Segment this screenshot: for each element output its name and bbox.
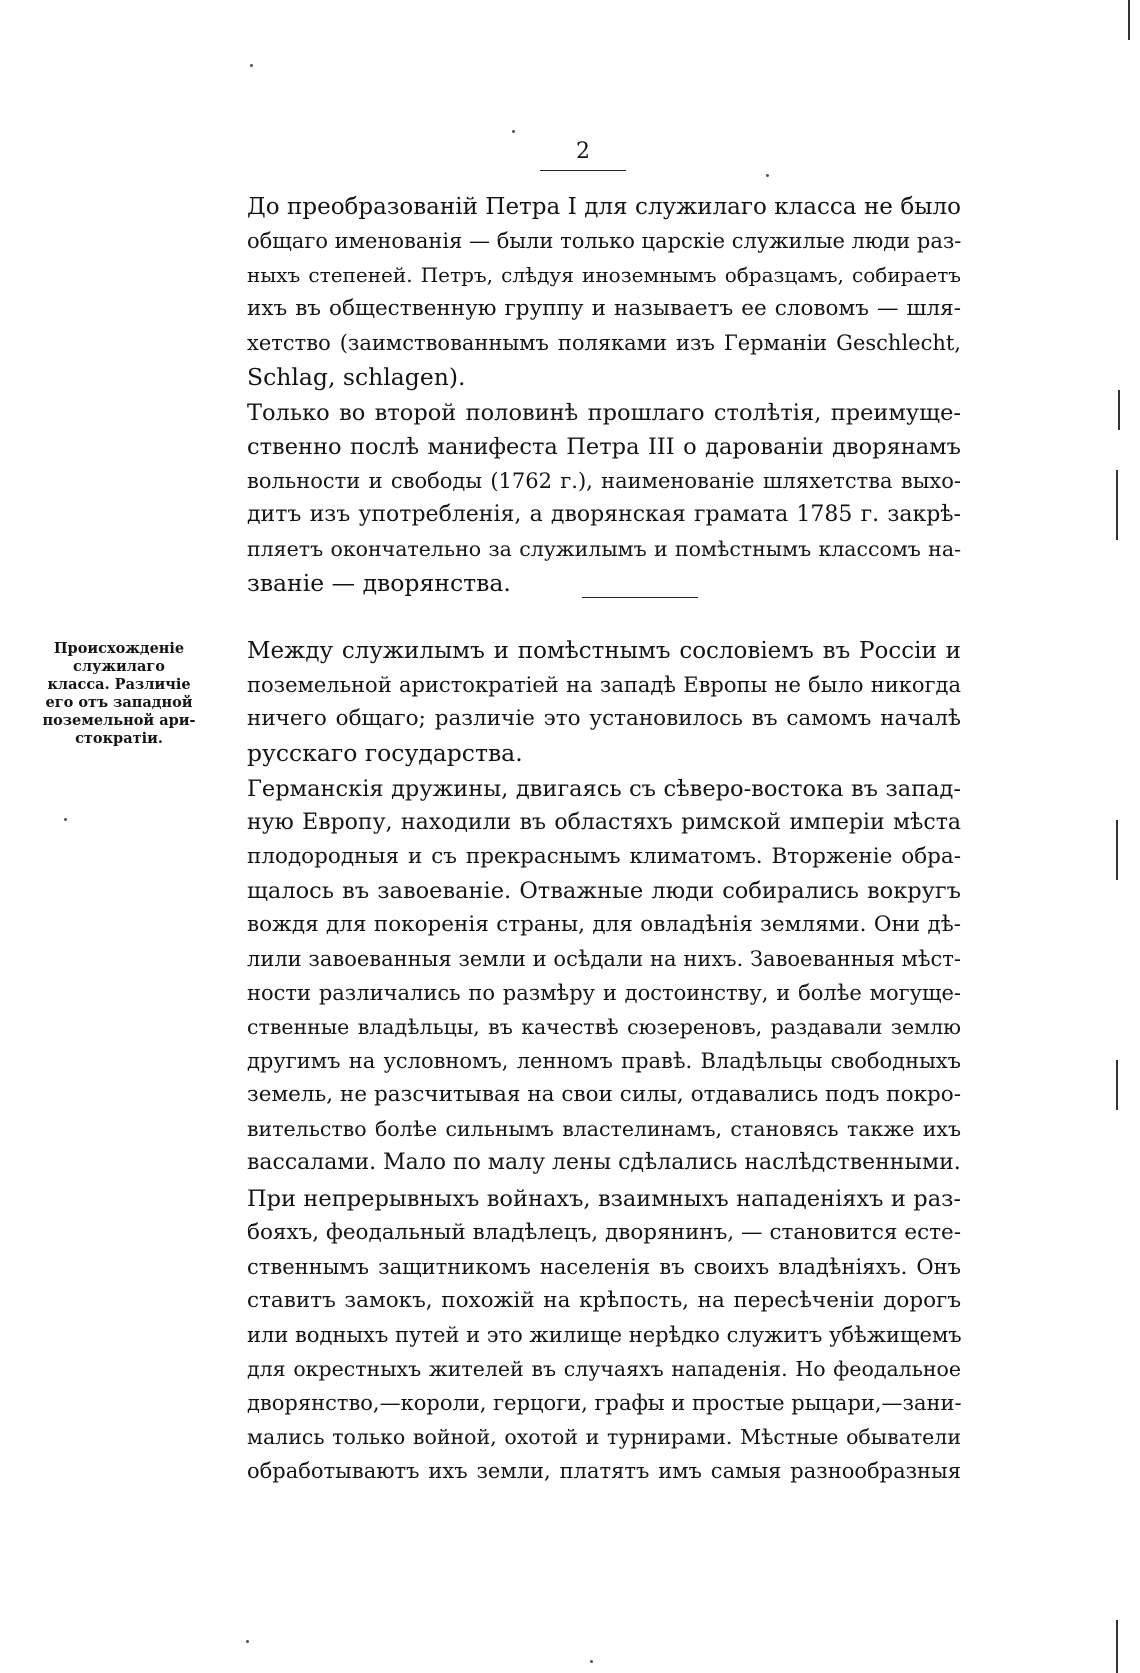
text-line: ную Европу, находили въ областяхъ римской имперіи мѣста: [247, 810, 961, 835]
text-line: ставитъ замокъ, похожій на крѣпость, на пересѣченіи дорогъ: [247, 1288, 961, 1313]
text-line: вольности и свободы (1762 г.), наименованіе шляхетства выхо-: [247, 469, 961, 493]
text-line: До преобразованій Петра I для служилаго класса не было: [247, 194, 961, 220]
text-line: Только во второй половинѣ прошлаго столѣтія, преимуще-: [247, 400, 961, 426]
scan-edge-mark: [1116, 1060, 1118, 1110]
scan-speck: [766, 174, 769, 177]
text-line: ственнымъ защитникомъ населенія въ своихъ владѣніяхъ. Онъ: [247, 1255, 961, 1279]
margin-note-line: стократіи.: [75, 730, 163, 747]
text-line: бояхъ, феодальный владѣлецъ, дворянинъ, — становится есте-: [247, 1220, 961, 1245]
text-line: Schlag, schlagen).: [247, 363, 466, 391]
text-line: вассалами. Мало по малу лены сдѣлались наслѣдственными.: [247, 1150, 961, 1175]
scan-edge-mark: [1128, 0, 1130, 40]
text-line: вождя для покоренія страны, для овладѣнія землями. Они дѣ-: [247, 912, 961, 937]
text-line: ныхъ степеней. Петръ, слѣдуя иноземнымъ образцамъ, собираетъ: [247, 263, 961, 287]
text-line: мались только войной, охотой и турнирами. Мѣстные обыватели: [247, 1425, 961, 1449]
scan-speck: [246, 1640, 249, 1643]
text-line: дворянство,—короли, герцоги, графы и простые рыцари,—зани-: [247, 1391, 962, 1415]
scan-edge-mark: [1118, 390, 1120, 430]
scan-speck: [590, 1660, 593, 1663]
text-line: Между служилымъ и помѣстнымъ сословіемъ въ Россіи и: [247, 638, 961, 664]
scan-speck: [250, 64, 253, 67]
text-line: дитъ изъ употребленія, а дворянская грамата 1785 г. закрѣ-: [247, 502, 961, 527]
text-line: ственно послѣ манифеста Петра III о дарованіи дворянамъ: [247, 434, 961, 460]
text-line: другимъ на условномъ, ленномъ правѣ. Владѣльцы свободныхъ: [247, 1049, 961, 1073]
margin-note-line: Происхожденіе: [53, 640, 185, 657]
scan-speck: [64, 818, 67, 821]
scan-edge-mark: [1116, 470, 1118, 540]
text-line: общаго именованія — были только царскіе служилые люди раз-: [247, 229, 962, 253]
text-line: земель, не разсчитывая на свои силы, отдавались подъ покро-: [247, 1082, 961, 1107]
margin-note-line: поземельной ари-: [42, 712, 196, 729]
text-line: При непрерывныхъ войнахъ, взаимныхъ нападеніяхъ и раз-: [247, 1186, 961, 1212]
page-number-rule: [540, 170, 626, 171]
margin-note: [38, 640, 200, 748]
text-line: лили завоеванныя земли и осѣдали на нихъ. Завоеванныя мѣст-: [247, 947, 961, 971]
margin-note-line: класса. Различіе: [47, 676, 191, 693]
text-line: плодородныя и съ прекраснымъ климатомъ. Вторженіе обра-: [247, 844, 961, 869]
text-line: хетство (заимствованнымъ поляками изъ Германіи Geschlecht,: [247, 331, 961, 355]
text-line: ности различались по размѣру и достоинству, и болѣе могуще-: [247, 981, 961, 1005]
page-number: 2: [576, 139, 590, 164]
text-line: для окрестныхъ жителей въ случаяхъ нападенія. Но феодальное: [247, 1357, 961, 1381]
text-line: вительство болѣе сильнымъ властелинамъ, становясь также ихъ: [247, 1117, 961, 1141]
text-line: поземельной аристократіей на западѣ Европы не было никогда: [247, 673, 961, 697]
scan-edge-mark: [1116, 820, 1118, 880]
margin-note-line: служилаго: [73, 658, 165, 675]
text-line: ничего общаго; различіе это установилось въ самомъ началѣ: [247, 706, 961, 731]
text-line: или водныхъ путей и это жилище нерѣдко служитъ убѣжищемъ: [247, 1323, 962, 1347]
scan-edge-mark: [1116, 1620, 1118, 1673]
text-line: пляетъ окончательно за служилымъ и помѣстнымъ классомъ на-: [247, 537, 961, 561]
text-line: обработываютъ ихъ земли, платятъ имъ самыя разнообразныя: [247, 1459, 961, 1483]
margin-note-line: его отъ западной: [45, 694, 193, 711]
text-line: ихъ въ общественную группу и называетъ ее словомъ — шля-: [247, 296, 961, 321]
text-line: званіе — дворянства.: [247, 569, 511, 597]
text-line: русскаго государства.: [247, 739, 523, 767]
text-line: ственные владѣльцы, въ качествѣ сюзереновъ, раздавали землю: [247, 1015, 961, 1039]
section-divider: [582, 597, 698, 598]
text-line: Германскія дружины, двигаясь съ сѣверо-востока въ запад-: [247, 776, 961, 802]
scan-speck: [512, 130, 515, 133]
text-line: щалось въ завоеваніе. Отважные люди собирались вокругъ: [247, 878, 961, 904]
